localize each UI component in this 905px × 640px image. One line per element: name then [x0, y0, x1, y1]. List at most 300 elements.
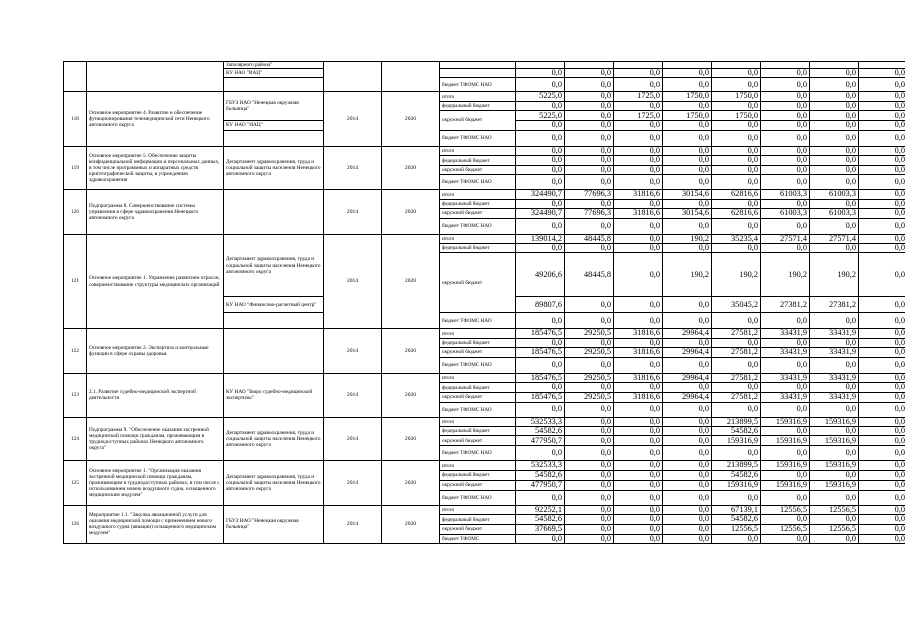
- amount-cell: 54582,6: [516, 426, 565, 435]
- amount-cell: 159316,9: [761, 436, 810, 446]
- source-label: федеральный бюджет: [440, 156, 516, 166]
- source-label: бюджет ТФОМС НАО: [440, 218, 516, 234]
- end-year: 2020: [382, 234, 440, 329]
- amount-cell: 54582,6: [516, 515, 565, 525]
- amount-cell: 0,0: [565, 515, 614, 525]
- amount-cell: 0,0: [859, 69, 905, 78]
- source-label: итого: [440, 146, 516, 155]
- executor-name: [224, 313, 324, 329]
- amount-cell: 0,0: [859, 393, 905, 402]
- amount-cell: 0,0: [614, 402, 663, 417]
- amount-cell: 0,0: [663, 490, 712, 505]
- amount-cell: 48445,8: [565, 234, 614, 243]
- amount-cell: 0,0: [761, 101, 810, 110]
- source-label: бюджет ТФОМС НАО: [440, 446, 516, 461]
- amount-cell: 0,0: [810, 470, 859, 480]
- source-label: окружной бюджет: [440, 436, 516, 446]
- start-year: 2014: [324, 234, 382, 329]
- amount-cell: 0,0: [516, 175, 565, 190]
- amount-cell: 0,0: [663, 175, 712, 190]
- amount-cell: 0,0: [859, 101, 905, 110]
- amount-cell: 0,0: [810, 490, 859, 505]
- source-label: итого: [440, 417, 516, 426]
- amount-cell: 0,0: [516, 199, 565, 208]
- amount-cell: 0,0: [614, 218, 663, 234]
- amount-cell: 0,0: [565, 313, 614, 329]
- row-number: 126: [64, 505, 87, 543]
- amount-cell: 27381,2: [761, 297, 810, 313]
- amount-cell: 12556,5: [761, 525, 810, 534]
- amount-cell: 0,0: [663, 470, 712, 480]
- end-year: 2020: [382, 190, 440, 234]
- end-year: 2020: [382, 329, 440, 373]
- amount-cell: 0,0: [810, 92, 859, 101]
- amount-cell: 0,0: [810, 101, 859, 110]
- amount-cell: 0,0: [516, 146, 565, 155]
- amount-cell: 0,0: [761, 111, 810, 121]
- amount-cell: 0,0: [614, 146, 663, 155]
- amount-cell: 30154,6: [663, 190, 712, 199]
- source-label: итого: [440, 92, 516, 101]
- amount-cell: 0,0: [859, 357, 905, 373]
- amount-cell: 0,0: [516, 121, 565, 130]
- amount-cell: 0,0: [516, 402, 565, 417]
- amount-cell: 89807,6: [516, 297, 565, 313]
- amount-cell: 0,0: [516, 130, 565, 146]
- amount-cell: 0,0: [663, 534, 712, 543]
- source-label: федеральный бюджет: [440, 338, 516, 347]
- amount-cell: 0,0: [859, 383, 905, 393]
- amount-cell: 0,0: [614, 175, 663, 190]
- amount-cell: [663, 62, 712, 69]
- amount-cell: 0,0: [614, 357, 663, 373]
- amount-cell: 0,0: [565, 244, 614, 253]
- amount-cell: 0,0: [712, 402, 761, 417]
- source-label: итого: [440, 373, 516, 382]
- amount-cell: 0,0: [761, 175, 810, 190]
- amount-cell: 185476,5: [516, 329, 565, 338]
- amount-cell: 0,0: [663, 199, 712, 208]
- amount-cell: 0,0: [810, 78, 859, 92]
- amount-cell: 0,0: [712, 244, 761, 253]
- amount-cell: 139014,2: [516, 234, 565, 243]
- source-label: окружной бюджет: [440, 525, 516, 534]
- amount-cell: 0,0: [565, 92, 614, 101]
- amount-cell: 0,0: [565, 121, 614, 130]
- amount-cell: 0,0: [810, 446, 859, 461]
- amount-cell: 0,0: [565, 101, 614, 110]
- activity-name: Основное мероприятие 5. Обеспечение защиты конфиденциальной информации и персональных данных, в том числе программных и аппаратных средств криптографической защиты, в учреждениях здравоохранения: [87, 146, 224, 190]
- amount-cell: 0,0: [761, 199, 810, 208]
- amount-cell: 0,0: [565, 480, 614, 490]
- amount-cell: 0,0: [712, 146, 761, 155]
- amount-cell: 477950,7: [516, 436, 565, 446]
- amount-cell: 33431,9: [761, 329, 810, 338]
- amount-cell: 0,0: [663, 446, 712, 461]
- source-label: федеральный бюджет: [440, 244, 516, 253]
- amount-cell: 0,0: [859, 426, 905, 435]
- amount-cell: 92252,1: [516, 505, 565, 514]
- source-label: бюджет ТФОМС НАО: [440, 402, 516, 417]
- amount-cell: 0,0: [614, 534, 663, 543]
- amount-cell: 0,0: [516, 166, 565, 175]
- amount-cell: 0,0: [516, 101, 565, 110]
- amount-cell: 213899,5: [712, 417, 761, 426]
- amount-cell: 0,0: [761, 490, 810, 505]
- amount-cell: 54582,6: [516, 470, 565, 480]
- end-year: 2020: [382, 146, 440, 190]
- amount-cell: 0,0: [516, 156, 565, 166]
- start-year: 2014: [324, 505, 382, 543]
- end-year: 2020: [382, 417, 440, 461]
- amount-cell: 0,0: [614, 490, 663, 505]
- amount-cell: 31816,6: [614, 190, 663, 199]
- amount-cell: 0,0: [565, 525, 614, 534]
- start-year: 2014: [324, 461, 382, 505]
- amount-cell: 30154,6: [663, 209, 712, 218]
- amount-cell: 54582,6: [712, 515, 761, 525]
- amount-cell: 0,0: [859, 470, 905, 480]
- amount-cell: 0,0: [614, 426, 663, 435]
- amount-cell: 0,0: [663, 101, 712, 110]
- amount-cell: 0,0: [565, 426, 614, 435]
- amount-cell: 0,0: [859, 190, 905, 199]
- end-year: [382, 62, 440, 92]
- amount-cell: 0,0: [614, 121, 663, 130]
- source-label: бюджет ТФОМС НАО: [440, 313, 516, 329]
- amount-cell: 0,0: [859, 534, 905, 543]
- amount-cell: 0,0: [663, 461, 712, 470]
- amount-cell: 0,0: [565, 417, 614, 426]
- executor-name: Департамент здравоохранения, труда и социальной защиты населения Ненецкого автономного округа: [224, 417, 324, 461]
- amount-cell: 0,0: [859, 417, 905, 426]
- amount-cell: 0,0: [761, 383, 810, 393]
- amount-cell: 0,0: [761, 338, 810, 347]
- amount-cell: 1750,0: [712, 92, 761, 101]
- amount-cell: 0,0: [614, 156, 663, 166]
- amount-cell: 532533,3: [516, 417, 565, 426]
- amount-cell: 0,0: [565, 461, 614, 470]
- amount-cell: 0,0: [663, 480, 712, 490]
- executor-name: [224, 78, 324, 92]
- amount-cell: 0,0: [614, 166, 663, 175]
- activity-name: Подпрограмма 9. "Обеспечение оказания экстренной медицинской помощи гражданам, проживающим в труднодоступных районах Ненецкого автономного округа": [87, 417, 224, 461]
- amount-cell: 0,0: [761, 218, 810, 234]
- start-year: 2014: [324, 373, 382, 417]
- amount-cell: 0,0: [614, 515, 663, 525]
- amount-cell: 0,0: [565, 166, 614, 175]
- amount-cell: 0,0: [712, 78, 761, 92]
- amount-cell: 31816,6: [614, 209, 663, 218]
- amount-cell: 0,0: [810, 357, 859, 373]
- amount-cell: 0,0: [516, 218, 565, 234]
- amount-cell: 0,0: [614, 338, 663, 347]
- amount-cell: 49206,6: [516, 253, 565, 297]
- source-label: [440, 62, 516, 69]
- amount-cell: 0,0: [712, 218, 761, 234]
- executor-name: Заполярного района": [224, 62, 324, 69]
- amount-cell: 0,0: [859, 313, 905, 329]
- amount-cell: 0,0: [663, 402, 712, 417]
- amount-cell: 0,0: [761, 69, 810, 78]
- amount-cell: 0,0: [859, 329, 905, 338]
- amount-cell: 0,0: [663, 515, 712, 525]
- amount-cell: 0,0: [614, 525, 663, 534]
- amount-cell: 29964,4: [663, 393, 712, 402]
- amount-cell: 0,0: [810, 218, 859, 234]
- amount-cell: 0,0: [614, 383, 663, 393]
- amount-cell: 0,0: [859, 166, 905, 175]
- executor-name: [224, 130, 324, 146]
- amount-cell: 31816,6: [614, 348, 663, 357]
- amount-cell: 0,0: [810, 199, 859, 208]
- source-label: [440, 69, 516, 78]
- amount-cell: 0,0: [565, 534, 614, 543]
- amount-cell: 0,0: [663, 426, 712, 435]
- amount-cell: 0,0: [761, 166, 810, 175]
- amount-cell: 0,0: [663, 505, 712, 514]
- source-label: бюджет ТФОМС НАО: [440, 490, 516, 505]
- amount-cell: 33431,9: [761, 373, 810, 382]
- source-label: окружной бюджет: [440, 393, 516, 402]
- amount-cell: 0,0: [859, 78, 905, 92]
- amount-cell: 29250,5: [565, 348, 614, 357]
- amount-cell: 0,0: [565, 111, 614, 121]
- amount-cell: 61003,3: [810, 190, 859, 199]
- end-year: 2020: [382, 92, 440, 146]
- row-number: 125: [64, 461, 87, 505]
- amount-cell: 35235,4: [712, 234, 761, 243]
- amount-cell: 0,0: [663, 78, 712, 92]
- amount-cell: 29250,5: [565, 373, 614, 382]
- start-year: 2014: [324, 146, 382, 190]
- amount-cell: 0,0: [810, 175, 859, 190]
- amount-cell: 0,0: [565, 175, 614, 190]
- amount-cell: 54582,6: [712, 470, 761, 480]
- amount-cell: 0,0: [859, 175, 905, 190]
- executor-name: КУ НАО "Бюро судебно-медицинской экспертизы": [224, 373, 324, 417]
- amount-cell: 190,2: [712, 253, 761, 297]
- source-label: федеральный бюджет: [440, 199, 516, 208]
- amount-cell: [516, 62, 565, 69]
- amount-cell: 0,0: [761, 357, 810, 373]
- amount-cell: [565, 62, 614, 69]
- amount-cell: 0,0: [810, 383, 859, 393]
- amount-cell: 159316,9: [712, 480, 761, 490]
- amount-cell: 159316,9: [810, 436, 859, 446]
- executor-name: КУ НАО "Финансово-расчетный центр": [224, 297, 324, 313]
- amount-cell: 29250,5: [565, 393, 614, 402]
- amount-cell: 0,0: [516, 534, 565, 543]
- amount-cell: 67139,1: [712, 505, 761, 514]
- amount-cell: 0,0: [614, 69, 663, 78]
- amount-cell: 0,0: [614, 480, 663, 490]
- row-number: [64, 62, 87, 92]
- amount-cell: 0,0: [761, 470, 810, 480]
- amount-cell: 213899,5: [712, 461, 761, 470]
- amount-cell: 0,0: [565, 156, 614, 166]
- amount-cell: 185476,5: [516, 373, 565, 382]
- amount-cell: 0,0: [859, 218, 905, 234]
- amount-cell: 0,0: [614, 234, 663, 243]
- amount-cell: 0,0: [859, 402, 905, 417]
- amount-cell: 0,0: [810, 130, 859, 146]
- amount-cell: 0,0: [565, 436, 614, 446]
- amount-cell: 31816,6: [614, 329, 663, 338]
- amount-cell: 0,0: [810, 156, 859, 166]
- source-label: итого: [440, 505, 516, 514]
- amount-cell: 324490,7: [516, 190, 565, 199]
- amount-cell: 0,0: [565, 69, 614, 78]
- amount-cell: 159316,9: [712, 436, 761, 446]
- amount-cell: 61003,3: [761, 209, 810, 218]
- amount-cell: 12556,5: [761, 505, 810, 514]
- amount-cell: 0,0: [761, 426, 810, 435]
- amount-cell: 0,0: [516, 313, 565, 329]
- amount-cell: 0,0: [614, 313, 663, 329]
- amount-cell: 0,0: [663, 383, 712, 393]
- amount-cell: 159316,9: [810, 417, 859, 426]
- amount-cell: 0,0: [712, 383, 761, 393]
- amount-cell: 0,0: [565, 146, 614, 155]
- source-label: окружной бюджет: [440, 111, 516, 130]
- row-number: 123: [64, 373, 87, 417]
- amount-cell: 159316,9: [761, 461, 810, 470]
- amount-cell: 0,0: [712, 130, 761, 146]
- amount-cell: 0,0: [859, 436, 905, 446]
- executor-name: ГБУЗ НАО "Ненецкая окружная больница": [224, 505, 324, 543]
- amount-cell: 33431,9: [810, 329, 859, 338]
- amount-cell: 0,0: [761, 402, 810, 417]
- amount-cell: 12556,5: [810, 505, 859, 514]
- amount-cell: 0,0: [516, 357, 565, 373]
- amount-cell: 0,0: [565, 383, 614, 393]
- amount-cell: 5225,0: [516, 92, 565, 101]
- amount-cell: 0,0: [859, 490, 905, 505]
- executor-name: Департамент здравоохранения, труда и социальной защиты населения Ненецкого автономного округа: [224, 234, 324, 297]
- amount-cell: 0,0: [516, 446, 565, 461]
- amount-cell: 0,0: [663, 166, 712, 175]
- amount-cell: 1750,0: [712, 111, 761, 121]
- amount-cell: 0,0: [663, 417, 712, 426]
- amount-cell: 190,2: [663, 253, 712, 297]
- amount-cell: 33431,9: [810, 393, 859, 402]
- source-label: итого: [440, 329, 516, 338]
- amount-cell: 12556,5: [810, 525, 859, 534]
- source-label: итого: [440, 190, 516, 199]
- row-number: 120: [64, 190, 87, 234]
- start-year: 2014: [324, 417, 382, 461]
- end-year: 2020: [382, 373, 440, 417]
- amount-cell: 12556,5: [712, 525, 761, 534]
- source-label: окружной бюджет: [440, 253, 516, 313]
- amount-cell: 0,0: [859, 338, 905, 347]
- amount-cell: 0,0: [614, 199, 663, 208]
- amount-cell: 0,0: [859, 373, 905, 382]
- amount-cell: 0,0: [614, 130, 663, 146]
- amount-cell: 0,0: [712, 175, 761, 190]
- amount-cell: 0,0: [663, 297, 712, 313]
- amount-cell: 0,0: [565, 338, 614, 347]
- amount-cell: [614, 62, 663, 69]
- amount-cell: 0,0: [859, 480, 905, 490]
- amount-cell: 54582,6: [712, 426, 761, 435]
- amount-cell: 0,0: [663, 69, 712, 78]
- amount-cell: 0,0: [516, 244, 565, 253]
- amount-cell: 61003,3: [810, 209, 859, 218]
- amount-cell: 29964,4: [663, 373, 712, 382]
- activity-name: Мероприятие 1.1. "Закупка авиационной услуги для оказания медицинской помощи с применением нового воздушного судна (авиации) оснащенного медицинским модулем": [87, 505, 224, 543]
- amount-cell: 0,0: [712, 446, 761, 461]
- source-label: окружной бюджет: [440, 348, 516, 357]
- amount-cell: [859, 62, 905, 69]
- amount-cell: 61003,3: [761, 190, 810, 199]
- amount-cell: [712, 62, 761, 69]
- executor-name: Департамент здравоохранения, труда и социальной защиты населения Ненецкого автономного округа: [224, 461, 324, 505]
- executor-name: КУ НАО "ИАЦ": [224, 69, 324, 78]
- amount-cell: 0,0: [663, 525, 712, 534]
- activity-name: [87, 62, 224, 92]
- source-label: бюджет ТФОМС НАО: [440, 357, 516, 373]
- source-label: федеральный бюджет: [440, 383, 516, 393]
- activity-name: 2.1. Развитие судебно-медицинской экспертной деятельности: [87, 373, 224, 417]
- amount-cell: 0,0: [810, 534, 859, 543]
- amount-cell: 0,0: [859, 253, 905, 297]
- amount-cell: 0,0: [614, 470, 663, 480]
- amount-cell: 190,2: [761, 253, 810, 297]
- amount-cell: 0,0: [614, 505, 663, 514]
- row-number: 124: [64, 417, 87, 461]
- amount-cell: 0,0: [565, 78, 614, 92]
- amount-cell: 190,2: [663, 234, 712, 243]
- amount-cell: 0,0: [516, 490, 565, 505]
- activity-name: Подпрограмма 8. Совершенствование системы управления в сфере здравоохранения Ненецкого автономного округа: [87, 190, 224, 234]
- amount-cell: 62816,6: [712, 190, 761, 199]
- amount-cell: 0,0: [565, 297, 614, 313]
- amount-cell: 0,0: [712, 490, 761, 505]
- amount-cell: 27581,2: [712, 373, 761, 382]
- amount-cell: 0,0: [614, 461, 663, 470]
- amount-cell: 35045,2: [712, 297, 761, 313]
- executor-name: [224, 190, 324, 234]
- amount-cell: 0,0: [516, 383, 565, 393]
- amount-cell: 0,0: [516, 69, 565, 78]
- amount-cell: 0,0: [810, 111, 859, 121]
- amount-cell: 27581,2: [712, 393, 761, 402]
- amount-cell: 27581,2: [712, 348, 761, 357]
- row-number: 121: [64, 234, 87, 329]
- source-label: федеральный бюджет: [440, 101, 516, 110]
- activity-name: Основное мероприятие 1. "Организация оказания экстренной медицинской помощи гражданам, проживающим в труднодоступных районах, в том числе с использованием новою воздушного судна, оснащенного медицинским модулем": [87, 461, 224, 505]
- amount-cell: 0,0: [712, 101, 761, 110]
- amount-cell: 324490,7: [516, 209, 565, 218]
- amount-cell: 0,0: [859, 111, 905, 121]
- amount-cell: 0,0: [712, 69, 761, 78]
- amount-cell: 0,0: [859, 515, 905, 525]
- row-number: 118: [64, 92, 87, 146]
- amount-cell: 0,0: [565, 490, 614, 505]
- amount-cell: 0,0: [614, 417, 663, 426]
- executor-name: ГБУЗ НАО "Ненецкая окружная больница": [224, 92, 324, 121]
- row-number: 122: [64, 329, 87, 373]
- amount-cell: 159316,9: [761, 480, 810, 490]
- source-label: бюджет ТФОМС: [440, 534, 516, 543]
- amount-cell: 0,0: [663, 338, 712, 347]
- source-label: итого: [440, 461, 516, 470]
- amount-cell: 0,0: [565, 402, 614, 417]
- amount-cell: 27571,4: [810, 234, 859, 243]
- amount-cell: 0,0: [859, 446, 905, 461]
